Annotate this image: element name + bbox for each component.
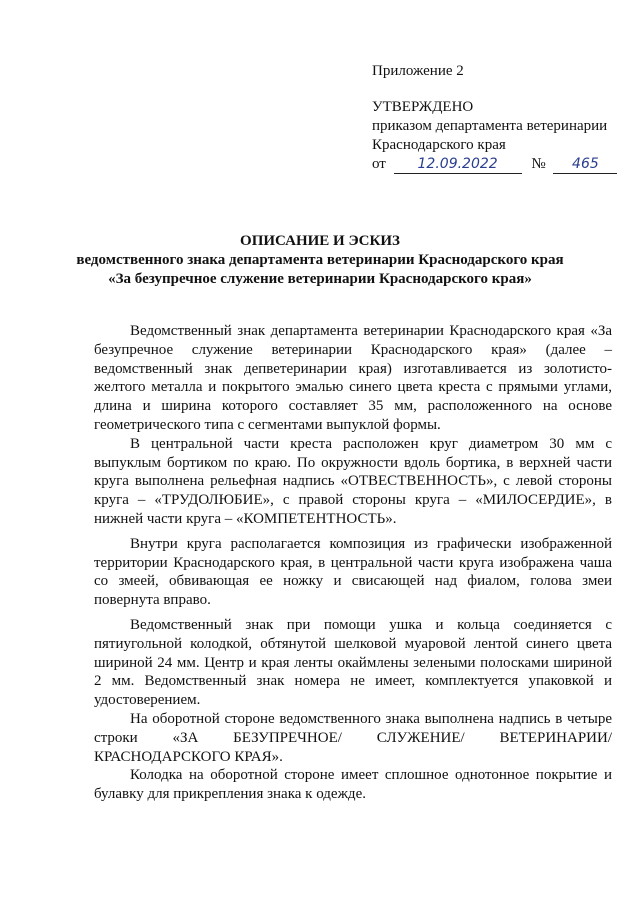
paragraph-4: Ведомственный знак при помощи ушка и кольца соединяется с пятиугольной колодкой, обтянутой шелковой муаровой лентой синего цвета шириной 24 мм. Центр и края ленты окаймлены зелеными полосками шириной 2 мм. Ведомственный знак номера не имеет, комплектуется упаковкой и удостоверением.: [94, 616, 612, 709]
approved-heading: УТВЕРЖДЕНО: [372, 99, 474, 115]
appendix-label: Приложение 2: [372, 63, 464, 79]
document-title: [0, 232, 640, 289]
paragraph-6: Колодка на оборотной стороне имеет сплошное однотонное покрытие и булавку для прикрепления знака к одежде.: [94, 767, 612, 803]
order-line-1: приказом департамента ветеринарии: [372, 118, 608, 134]
paragraph-5: На оборотной стороне ведомственного знака выполнена надпись в четыре строки «ЗА БЕЗУПРЕЧНОЕ/ СЛУЖЕНИЕ/ ВЕТЕРИНАРИИ/ КРАСНОДАРСКОГО КРАЯ».: [94, 710, 612, 765]
title-line-2: ведомственного знака департамента ветеринарии Краснодарского края: [76, 252, 564, 268]
paragraph-3: Внутри круга располагается композиция из графически изображенной территории Краснодарского края, в центральной части круга изображена чаша со змеей, обвивающая ее ножку и свисающей над фиалом, голова змеи повернута вправо.: [94, 535, 612, 609]
order-date-number-line: [372, 155, 617, 174]
title-line-3: «За безупречное служение ветеринарии Краснодарского края»: [108, 271, 532, 287]
document-body: [94, 322, 612, 804]
order-line-2: Краснодарского края: [372, 137, 506, 153]
date-prefix: от: [372, 156, 386, 172]
paragraph-1: Ведомственный знак департамента ветеринарии Краснодарского края «За безупречное служение ветеринарии Краснодарского края» (далее – ведомственный знак депветеринарии края) изготавливается из золотисто-желтого металла и покрытого эмалью синего цвета креста с прямыми углами, длина и ширина которого составляет 35 мм, расположенного на основе геометрического типа с сегментами выпуклой формы.: [94, 323, 612, 433]
paragraph-2: В центральной части креста расположен круг диаметром 30 мм с выпуклым бортиком по краю. По окружности вдоль бортика, в верхней части круга выполнена рельефная надпись «ОТВЕСТВЕННОСТЬ», с левой стороны круга – «ТРУДОЛЮБИЕ», с правой стороны круга – «МИЛОСЕРДИЕ», в нижней части круга – «КОМПЕТЕНТНОСТЬ».: [94, 435, 612, 527]
number-prefix: №: [531, 156, 546, 172]
title-line-1: ОПИСАНИЕ И ЭСКИЗ: [240, 233, 400, 249]
approval-block: [372, 62, 617, 174]
handwritten-order-number: 465: [553, 156, 617, 174]
handwritten-date: 12.09.2022: [394, 156, 522, 174]
